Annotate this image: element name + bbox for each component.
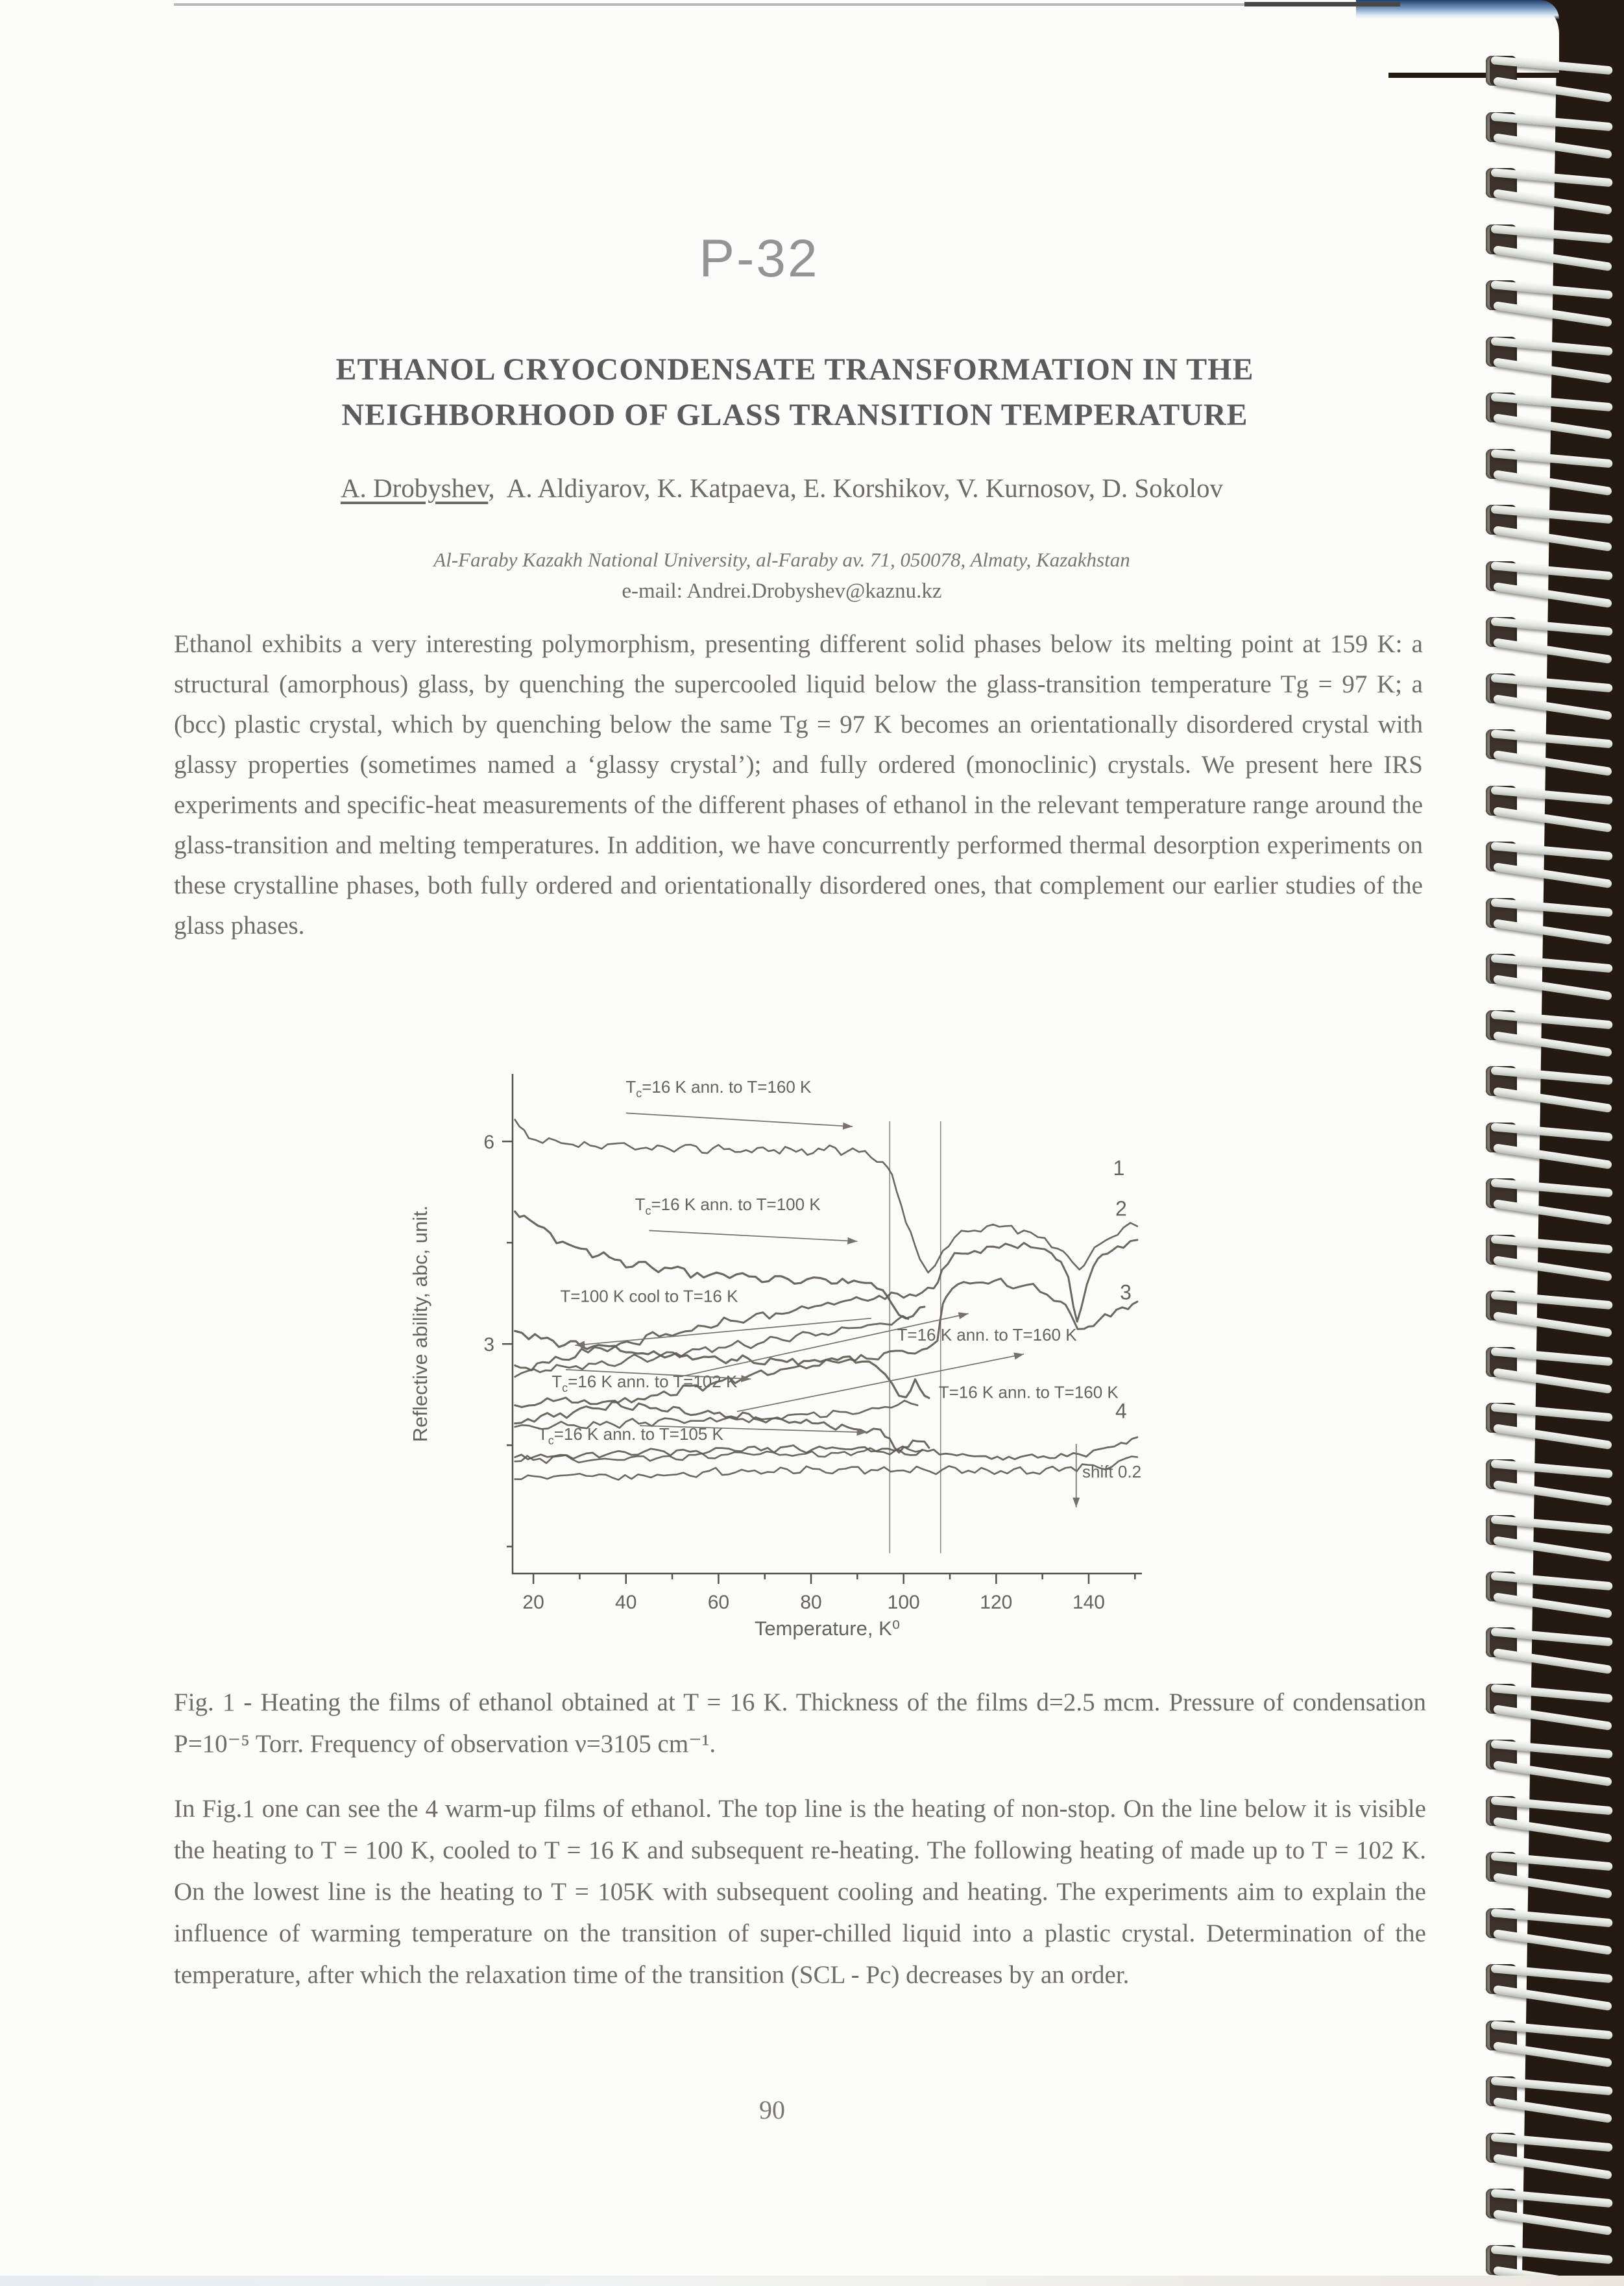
svg-text:T=16 K ann. to T=160 K: T=16 K ann. to T=160 K — [897, 1325, 1077, 1345]
svg-text:2: 2 — [1115, 1197, 1127, 1221]
svg-text:100: 100 — [887, 1592, 920, 1613]
binding-hole — [1486, 2133, 1517, 2163]
paper-title: ETHANOL CRYOCONDENSATE TRANSFORMATION IN THE NEIGHBORHOOD OF GLASS TRANSITION TEMPERATURE — [335, 352, 1254, 432]
body-paragraph: In Fig.1 one can see the 4 warm-up films of ethanol. The top line is the heating of non-stop. On the line below it is visible the heating to T = 100 K, cooled to T = 16 K and subsequent re-heating. The following heating of made up to T = 102 K. On the lowest line is the heating to T = 105K with subsequent cooling and heating. The experiments aim to explain the influence of warming temperature on the transition of super-chilled liquid into a plastic crystal. Determination of the temperature, after which the relaxation time of the transition (SCL - Pc) decreases by an order. — [174, 1795, 1426, 1989]
binding-hole — [1486, 1347, 1517, 1377]
binding-hole — [1486, 449, 1517, 479]
svg-text:4: 4 — [1115, 1399, 1127, 1423]
figure-caption: Fig. 1 - Heating the films of ethanol obtained at T = 16 K. Thickness of the films d=2.5 mcm. Pressure of condensation P=10⁻⁵ Torr. Frequency of observation ν=3105 cm⁻¹. — [174, 1688, 1426, 1758]
svg-text:Tc=16 K ann. to T=105 K: $T_c=16$ K ann. to T=105 K — [537, 1424, 723, 1447]
binding-hole — [1486, 280, 1517, 310]
svg-text:T=16 K ann. to T=160 K: T=16 K ann. to T=160 K — [938, 1382, 1119, 1402]
binding-hole — [1486, 2245, 1517, 2275]
binding-hole — [1486, 2021, 1517, 2050]
svg-text:T=100 K cool to T=16 K: T=100 K cool to T=16 K — [560, 1286, 738, 1306]
svg-text:Reflective ability, abc, unit.: Reflective ability, abc, unit. — [409, 1205, 431, 1442]
binding-hole — [1486, 505, 1517, 535]
binding-hole — [1486, 2076, 1517, 2106]
binding-hole — [1486, 1740, 1517, 1769]
binding-hole — [1486, 1010, 1517, 1040]
authors-line — [195, 472, 1369, 504]
svg-text:3: 3 — [483, 1334, 494, 1356]
binding-hole — [1486, 1235, 1517, 1265]
svg-text:1: 1 — [1113, 1156, 1125, 1180]
binding-hole — [1486, 1459, 1517, 1489]
svg-text:Temperature, K⁰: Temperature, K⁰ — [754, 1617, 901, 1640]
binding-hole — [1486, 1178, 1517, 1208]
binding-hole — [1486, 1572, 1517, 1601]
binding-hole — [1486, 1684, 1517, 1714]
binding-hole — [1486, 842, 1517, 871]
author-first-underlined: A. Drobyshev — [340, 473, 489, 503]
authors-rest: , A. Aldiyarov, K. Katpaeva, E. Korshikov, V. Kurnosov, D. Sokolov — [488, 473, 1224, 503]
svg-text:120: 120 — [980, 1592, 1013, 1613]
binding-hole — [1486, 1403, 1517, 1433]
binding-hole — [1486, 2189, 1517, 2219]
scan-top-edge-dark — [1244, 2, 1400, 6]
book-spine-background — [1518, 0, 1624, 2286]
page-number: 90 — [759, 2095, 785, 2124]
svg-text:6: 6 — [483, 1132, 494, 1154]
binding-hole — [1486, 674, 1517, 703]
binding-hole — [1486, 393, 1517, 422]
binding-hole — [1486, 617, 1517, 647]
binding-hole — [1486, 786, 1517, 816]
binding-hole — [1486, 225, 1517, 254]
svg-text:3: 3 — [1120, 1280, 1132, 1304]
binding-hole — [1486, 1123, 1517, 1152]
binding-hole — [1486, 1908, 1517, 1938]
binding-hole — [1486, 729, 1517, 759]
binding-hole — [1486, 1627, 1517, 1657]
scan-bottom-edge — [0, 2276, 1624, 2286]
binding-hole — [1486, 1066, 1517, 1096]
abstract-paragraph: Ethanol exhibits a very interesting polymorphism, presenting different solid phases below its melting point at 159 K: a structural (amorphous) glass, by quenching the supercooled liquid below the glass-transition temperature Tg = 97 K; a (bcc) plastic crystal, which by quenching below the same Tg = 97 K becomes an orientationally disordered crystal with glassy properties (sometimes named a ‘glassy crystal’); and fully ordered (monoclinic) crystals. We present here IRS experiments and specific-heat measurements of the different phases of ethanol in the relevant temperature range around the glass-transition and melting temperatures. In addition, we have concurrently performed thermal desorption experiments on these crystalline phases, both fully ordered and orientationally disordered ones, that complement our earlier studies of the glass phases. — [174, 630, 1423, 940]
page-top-right-corner — [1356, 0, 1559, 73]
svg-text:40: 40 — [615, 1592, 637, 1613]
svg-text:Tc=16 K ann. to T=160 K: $T_c=16$ K ann. to T=160 K — [625, 1077, 812, 1100]
svg-text:140: 140 — [1072, 1592, 1106, 1613]
svg-text:shift 0.2: shift 0.2 — [1082, 1462, 1142, 1482]
svg-text:80: 80 — [800, 1592, 822, 1613]
binding-hole — [1486, 1852, 1517, 1882]
binding-hole — [1486, 337, 1517, 367]
svg-text:Tc=16 K ann. to T=102 K: $T_c=16$ K ann. to T=102 K — [551, 1371, 738, 1394]
svg-text:20: 20 — [522, 1592, 544, 1613]
binding-hole — [1486, 1515, 1517, 1545]
paper-code: P-32 — [699, 229, 819, 288]
binding-hole — [1486, 168, 1517, 198]
binding-hole — [1486, 1964, 1517, 1994]
svg-text:60: 60 — [707, 1592, 730, 1613]
binding-hole — [1486, 954, 1517, 984]
binding-hole — [1486, 1796, 1517, 1826]
svg-text:Tc=16 K ann. to T=100 K: $T_c=16$ K ann. to T=100 K — [635, 1195, 821, 1218]
figure-chart — [389, 1025, 1161, 1661]
scan-top-edge-line — [174, 3, 1244, 6]
binding-hole — [1486, 561, 1517, 591]
binding-hole — [1486, 1291, 1517, 1320]
binding-hole — [1486, 112, 1517, 142]
binding-hole — [1486, 898, 1517, 928]
affiliation-line: Al-Faraby Kazakh National University, al-Faraby av. 71, 050078, Almaty, Kazakhstan — [433, 548, 1130, 571]
email-line: e-mail: Andrei.Drobyshev@kaznu.kz — [622, 579, 942, 603]
